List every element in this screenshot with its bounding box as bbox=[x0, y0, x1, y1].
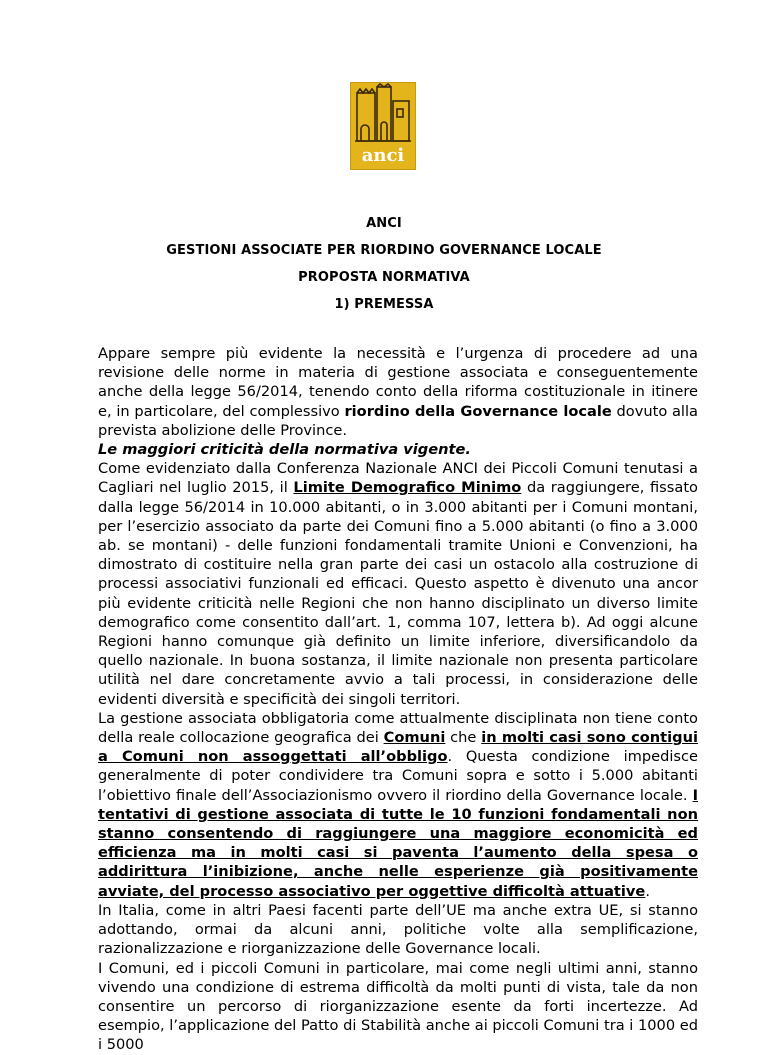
section-heading-criticality: Le maggiori criticità della normativa vigente. bbox=[98, 441, 471, 459]
paragraph-limit bbox=[98, 459, 698, 709]
text: da raggiungere, fissato dalla legge 56/2014 in 10.000 abitanti, o in 3.000 abitanti per i Comuni montani, per l’esercizio associato da parte dei Comuni fino a 5.000 abitanti (o fino a 3.000 ab. se montani) - delle funzioni fondamentali tramite Unioni e Convenzioni, ha dimostrato di costituire nella gran parte dei casi un ostacolo alla costruzione di processi associativi funzionali ed efficaci. Questo aspetto è divenuto una ancor più evidente criticità nelle Regioni che non hanno disciplinato un diverso limite demografico come consentito dall’art. 1, comma 107, lettera b). Ad oggi alcune Regioni hanno comunque già definito un limite inferiore, diversificandolo da quello nazionale. In buona sostanza, il limite nazionale non presenta particolare utilità nel dare concretamente avvio a tali processi, in considerazione delle evidenti diversità e specificità dei singoli territori. bbox=[98, 479, 698, 708]
text: La gestione associata obbligatoria come attualmente disciplinata non tiene conto della reale collocazione geografica dei bbox=[98, 709, 698, 747]
paragraph-italy: In Italia, come in altri Paesi facenti parte dell’UE ma anche extra UE, si stanno adottando, ormai da alcuni anni, politiche volte alla semplificazione, razionalizzazione e riorganizzazione delle Governance locali. bbox=[98, 901, 698, 958]
paragraph-comuni: I Comuni, ed i piccoli Comuni in particolare, mai come negli ultimi anni, stanno vivendo una condizione di estrema difficoltà da molti punti di vista, tale da non consentire un percorso di riorganizzazione esente da forti incertezze. Ad esempio, l’applicazione del Patto di Stabilità anche ai piccoli Comuni tra i 1000 ed i 5000 bbox=[98, 959, 699, 1054]
text: che bbox=[445, 729, 482, 747]
heading-title: GESTIONI ASSOCIATE PER RIORDINO GOVERNANCE LOCALE bbox=[166, 243, 602, 258]
anci-logo bbox=[350, 82, 416, 170]
paragraph-mandatory bbox=[98, 709, 698, 901]
heading-section: 1) PREMESSA bbox=[334, 297, 434, 312]
text: Come evidenziato dalla Conferenza Nazionale ANCI dei Piccoli Comuni tenutasi a Cagliari nel luglio 2015, il bbox=[98, 460, 698, 497]
text: Appare sempre più evidente la necessità e l’urgenza di procedere ad una revisione delle norme in materia di gestione associata e conseguentemente anche della legge 56/2014, tenendo conto della riforma costituzionale in itinere e, in particolare, del complessivo bbox=[98, 345, 698, 420]
heading-org: ANCI bbox=[366, 216, 402, 231]
bold-underlined-text: Limite Demografico Minimo bbox=[293, 479, 522, 497]
document-body bbox=[98, 344, 698, 1055]
logo-text: anci bbox=[361, 145, 405, 166]
bold-underlined-text: I tentativi di gestione associata di tutte le 10 funzioni fondamentali non stanno consentendo di raggiungere una maggiore economicità ed efficienza ma in molti casi si paventa l’aumento della spesa o addirittura l’inibizione, anche nelle esperienze già positivamente avviate, del processo associativo per oggettive difficoltà attuative bbox=[98, 786, 698, 900]
bold-text: riordino della Governance locale bbox=[344, 402, 612, 420]
bold-underlined-text: in molti casi sono contigui a Comuni non assoggettati all’obbligo bbox=[98, 729, 698, 766]
text: . bbox=[645, 882, 650, 900]
paragraph-intro bbox=[98, 344, 698, 440]
text: . Questa condizione impedisce generalmente di poter condividere tra Comuni sopra e sotto i 5.000 abitanti l’obiettivo finale dell’Associazionismo ovvero il riordino della Governance locale. bbox=[98, 748, 699, 804]
heading-subtitle: PROPOSTA NORMATIVA bbox=[298, 270, 470, 285]
text: dovuto alla prevista abolizione delle Province. bbox=[98, 402, 698, 439]
castle-icon bbox=[351, 83, 415, 169]
bold-underlined-text: Comuni bbox=[383, 729, 446, 747]
